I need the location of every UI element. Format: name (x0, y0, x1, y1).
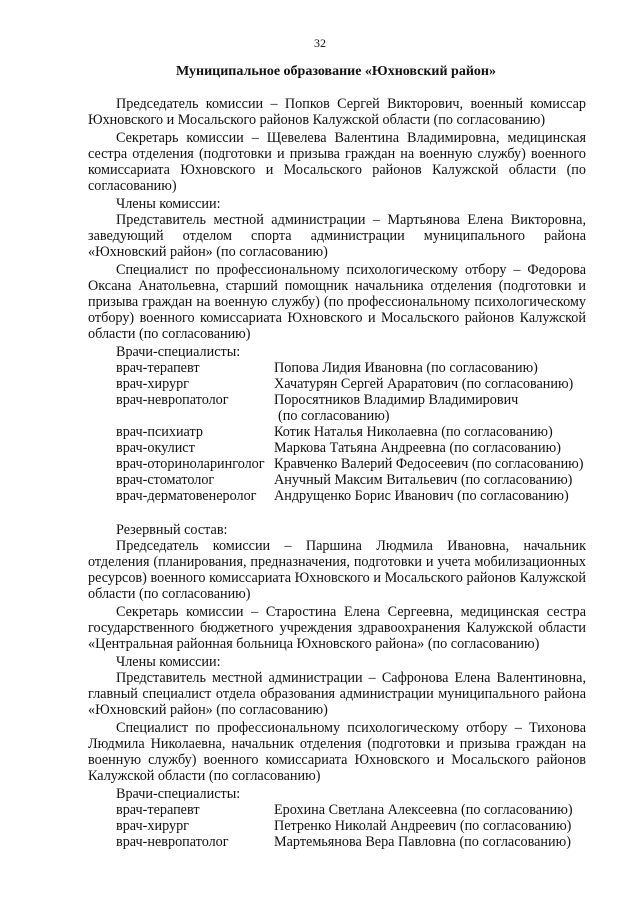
doctor-name: Котик Наталья Николаевна (по согласованию) (274, 424, 553, 440)
doctor-row (88, 802, 586, 818)
doctor-role: врач-хирург (116, 818, 189, 834)
page-number: 32 (314, 36, 326, 50)
doctor-row (88, 424, 586, 440)
doctor-role: врач-окулист (116, 440, 195, 456)
document-title: Муниципальное образование «Юхновский район» (176, 64, 496, 79)
doctor-name: Петренко Николай Андреевич (по согласованию) (274, 818, 572, 834)
doctor-name: Маркова Татьяна Андреевна (по согласованию) (274, 440, 561, 456)
reserve-heading: Резервный состав: (116, 522, 228, 538)
doctor-row (88, 360, 586, 376)
doctor-name: Хачатурян Сергей Араратович (по согласованию) (274, 376, 574, 392)
doctor-row (88, 440, 586, 456)
doctor-name: Анучный Максим Витальевич (по согласованию) (274, 472, 573, 488)
reserve-doctors-list (88, 802, 586, 850)
doctor-name: Андрущенко Борис Иванович (по согласованию) (274, 488, 569, 504)
doctor-row (88, 392, 586, 408)
doctor-name: Попова Лидия Ивановна (по согласованию) (274, 360, 538, 376)
reserve-psych-paragraph: Специалист по профессиональному психологическому отбору – Тихонова Людмила Николаевна, начальник отделения (подготовки и призыва граждан на военную службу) военного комиссариата Юхновского и Мосальского районов Калужской области (по согласованию) (88, 720, 586, 784)
doctor-role: врач-оториноларинголог (116, 456, 265, 472)
doctor-name: Ерохина Светлана Алексеевна (по согласованию) (274, 802, 573, 818)
admin-rep-paragraph: Представитель местной администрации – Мартьянова Елена Викторовна, заведующий отделом спорта администрации муниципального района «Юхновский район» (по согласованию) (88, 212, 586, 260)
doctor-role: врач-терапевт (116, 360, 200, 376)
doctor-name-continuation: (по согласованию) (278, 408, 390, 424)
doctor-role: врач-терапевт (116, 802, 200, 818)
doctor-row (88, 376, 586, 392)
doctor-role: врач-психиатр (116, 424, 203, 440)
document-body (88, 96, 586, 850)
doctor-name: Поросятников Владимир Владимирович (274, 392, 519, 408)
reserve-admin-rep-paragraph: Представитель местной администрации – Сафронова Елена Валентиновна, главный специалист отдела образования администрации муниципального района «Юхновский район» (по согласованию) (88, 670, 586, 718)
members-heading: Члены комиссии: (116, 196, 221, 212)
reserve-chairman-paragraph: Председатель комиссии – Паршина Людмила Ивановна, начальник отделения (планирования, предназначения, подготовки и учета мобилизационных ресурсов) военного комиссариата Юхновского и Мосальского районов Калужской области (по согласованию) (88, 538, 586, 602)
doctors-heading: Врачи-специалисты: (116, 344, 241, 360)
doctor-row-continuation (88, 408, 586, 424)
doctor-row (88, 456, 586, 472)
secretary-paragraph: Секретарь комиссии – Щевелева Валентина Владимировна, медицинская сестра отделения (подготовки и призыва граждан на военную службу) военного комиссариата Юхновского и Мосальского районов Калужской области (по согласованию) (88, 130, 586, 194)
doctor-role: врач-хирург (116, 376, 189, 392)
doctor-name: Кравченко Валерий Федосеевич (по согласованию) (274, 456, 584, 472)
doctor-row (88, 834, 586, 850)
reserve-doctors-heading: Врачи-специалисты: (116, 786, 241, 802)
doctor-role: врач-невропатолог (116, 392, 229, 408)
reserve-members-heading: Члены комиссии: (116, 654, 221, 670)
doctor-row (88, 488, 586, 504)
doctor-role: врач-невропатолог (116, 834, 229, 850)
reserve-secretary-paragraph: Секретарь комиссии – Старостина Елена Сергеевна, медицинская сестра государственного бюджетного учреждения здравоохранения Калужской области «Центральная районная больница Юхновского района» (по согласованию) (88, 604, 586, 652)
doctor-role: врач-стоматолог (116, 472, 215, 488)
doctor-row (88, 818, 586, 834)
chairman-paragraph: Председатель комиссии – Попков Сергей Викторович, военный комиссар Юхновского и Мосальского районов Калужской области (по согласованию) (88, 96, 586, 128)
doctor-row (88, 472, 586, 488)
psych-paragraph: Специалист по профессиональному психологическому отбору – Федорова Оксана Анатольевна, старший помощник начальника отделения (подготовки и призыва граждан на военную службу) (по профессиональному психологическому отбору) военного комиссариата Юхновского и Мосальского районов Калужской области (по согласованию) (88, 262, 586, 342)
doctor-name: Мартемьянова Вера Павловна (по согласованию) (274, 834, 571, 850)
doctor-role: врач-дерматовенеролог (116, 488, 257, 504)
doctors-list (88, 360, 586, 504)
